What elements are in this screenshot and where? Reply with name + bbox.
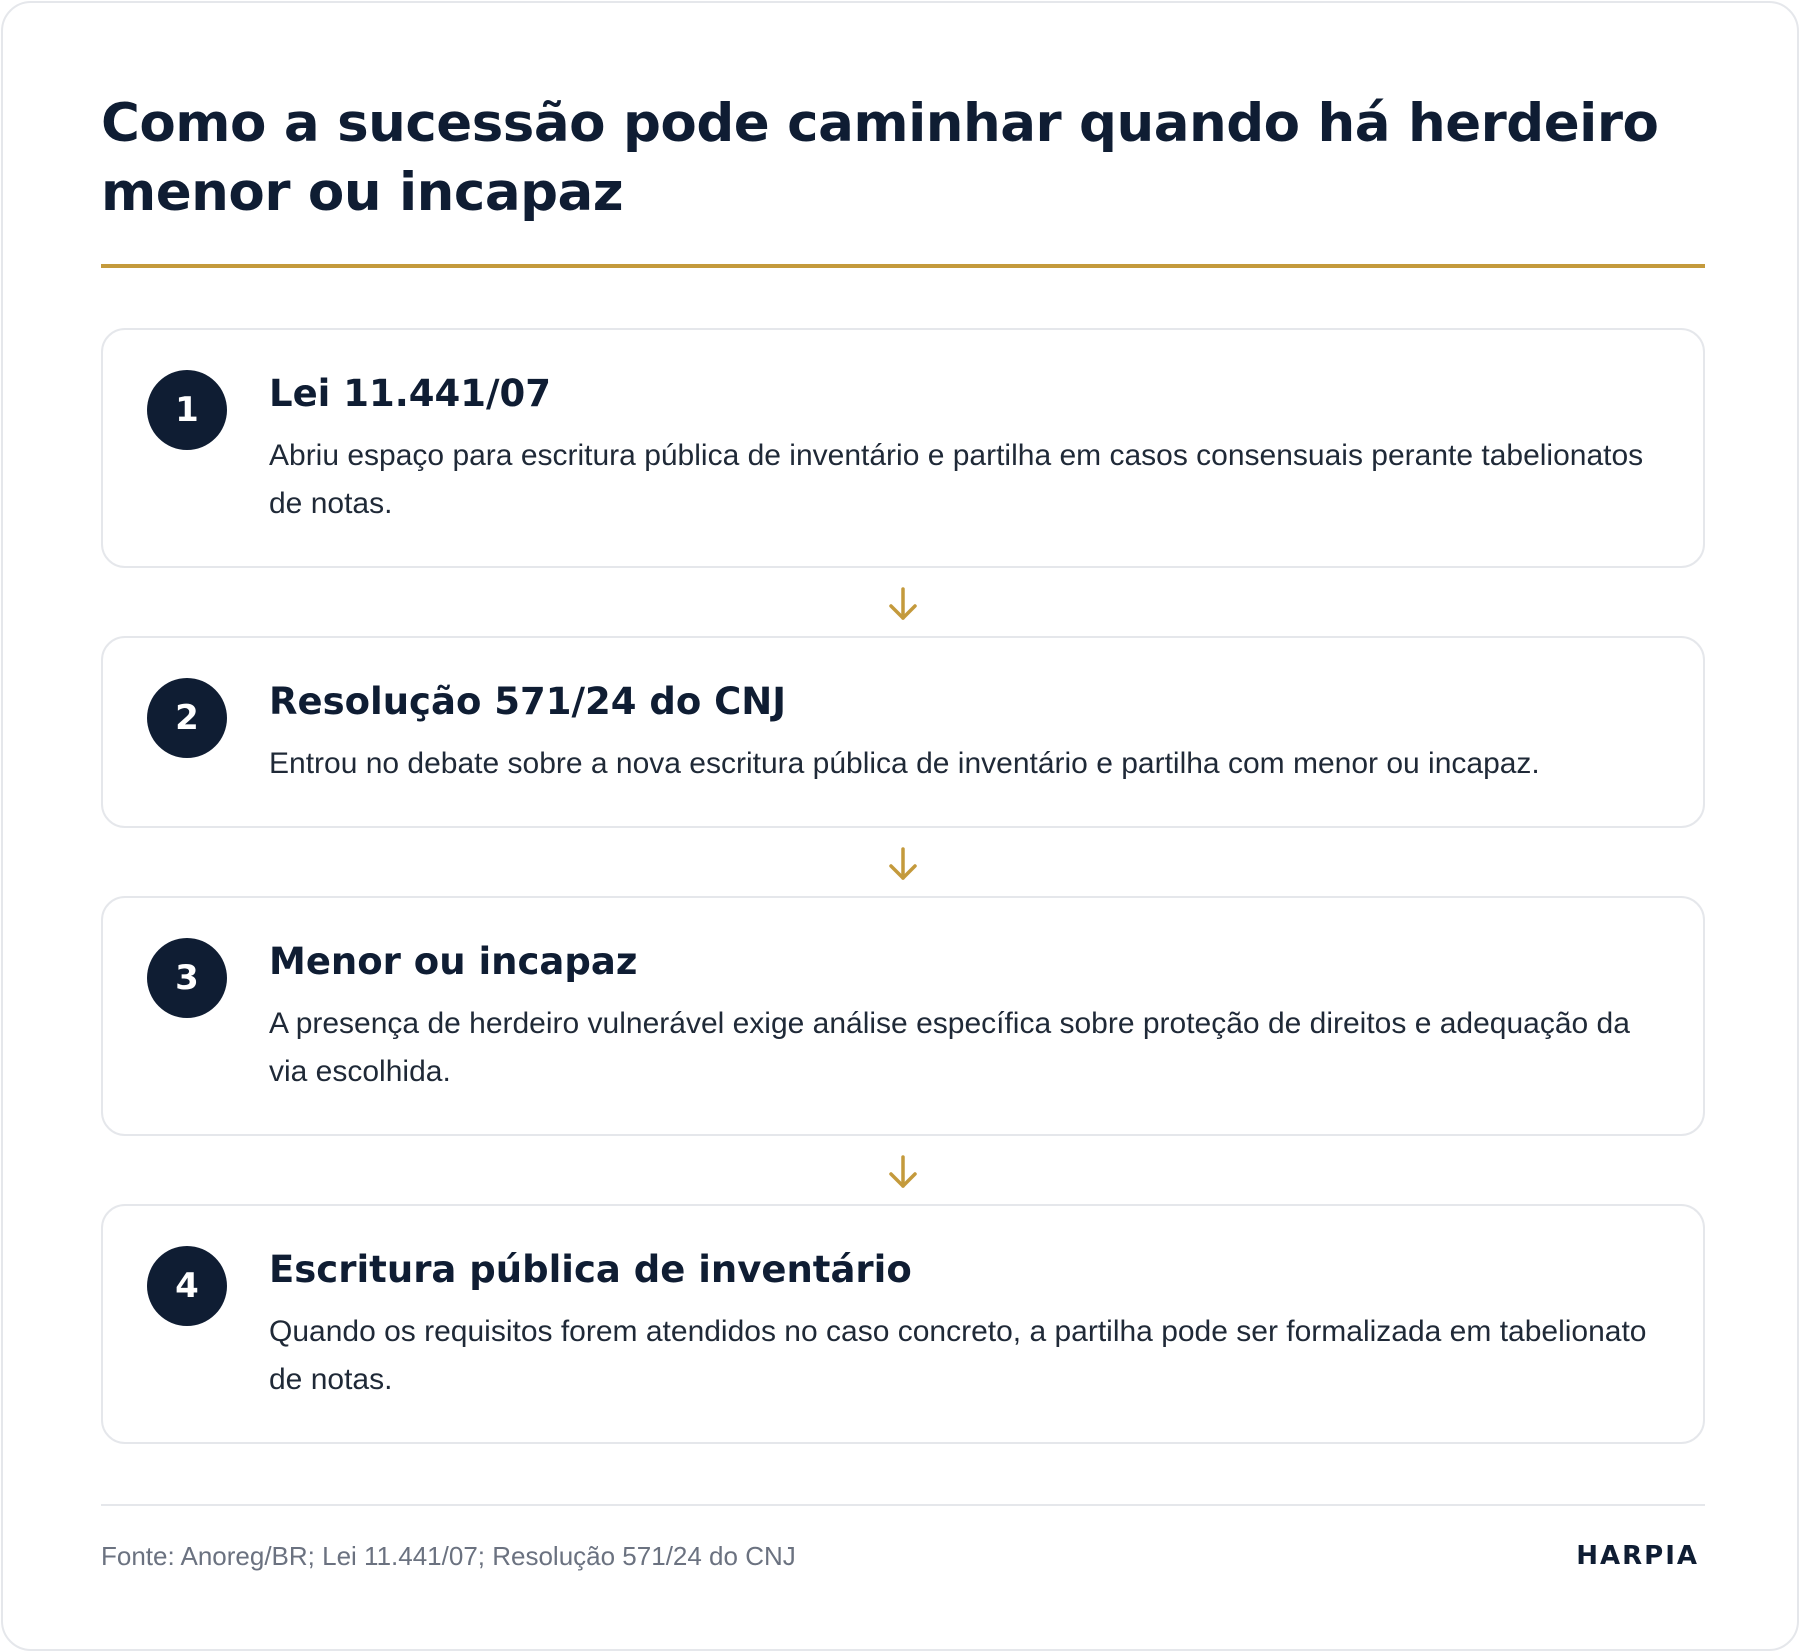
step-number-badge: 3 <box>147 938 227 1018</box>
step-title: Lei 11.441/07 <box>269 372 552 415</box>
step-card-2 <box>101 636 1705 828</box>
arrow-down-icon <box>887 847 919 881</box>
step-description: Abriu espaço para escritura pública de inventário e partilha em casos consensuais perante tabelionatos de notas. <box>269 439 1644 520</box>
step-number-badge: 1 <box>147 370 227 450</box>
step-card-4 <box>101 1204 1705 1444</box>
arrow-down-icon <box>887 587 919 621</box>
brand-logo-text: HARPIA <box>1576 1541 1699 1571</box>
title-divider <box>101 264 1705 268</box>
step-title: Menor ou incapaz <box>269 940 638 983</box>
step-description: A presença de herdeiro vulnerável exige análise específica sobre proteção de direitos e adequação da via escolhida. <box>269 1007 1630 1088</box>
page-title: Como a sucessão pode caminhar quando há herdeiro menor ou incapaz <box>101 93 1659 223</box>
step-card-3 <box>101 896 1705 1136</box>
step-title: Resolução 571/24 do CNJ <box>269 680 787 723</box>
step-title: Escritura pública de inventário <box>269 1248 912 1291</box>
step-number-badge: 4 <box>147 1246 227 1326</box>
infographic-frame <box>1 1 1799 1651</box>
step-description: Entrou no debate sobre a nova escritura pública de inventário e partilha com menor ou incapaz. <box>269 747 1540 780</box>
footer-divider <box>101 1504 1705 1506</box>
step-card-1 <box>101 328 1705 568</box>
source-note: Fonte: Anoreg/BR; Lei 11.441/07; Resolução 571/24 do CNJ <box>101 1541 796 1571</box>
step-description: Quando os requisitos forem atendidos no caso concreto, a partilha pode ser formalizada em tabelionato de notas. <box>269 1315 1647 1396</box>
arrow-down-icon <box>887 1155 919 1189</box>
step-number-badge: 2 <box>147 678 227 758</box>
